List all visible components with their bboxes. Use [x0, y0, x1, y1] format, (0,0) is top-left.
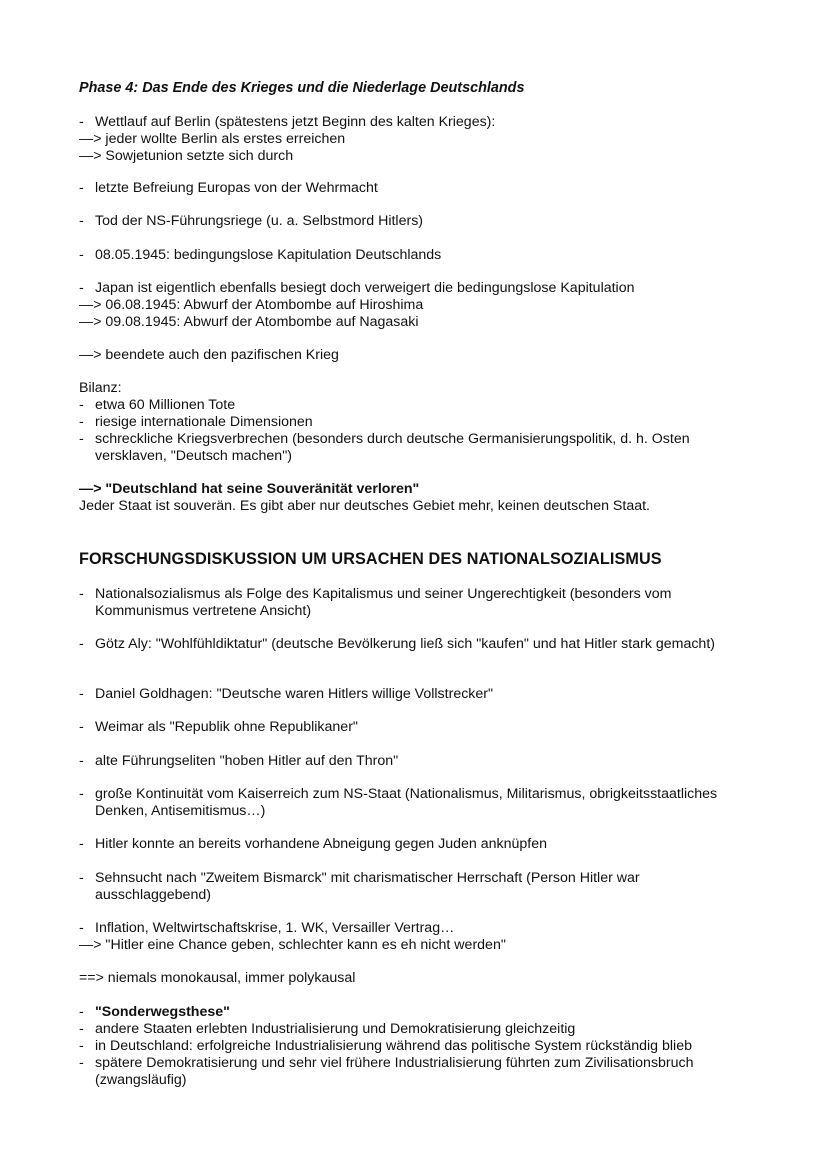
bullet-dash: -	[79, 686, 84, 702]
sonderweg-item: spätere Demokratisierung und sehr viel frühere Industrialisierung führten zum Zivilisationsbruch (zwangsläufig)	[95, 1055, 694, 1088]
bilanz-item: schreckliche Kriegsverbrechen (besonders durch deutsche Germanisierungspolitik, d. h. Osten versklaven, "Deutsch machen")	[95, 431, 690, 464]
bilanz-item: riesige internationale Dimensionen	[95, 414, 313, 430]
arrow-line: —> 09.08.1945: Abwurf der Atombombe auf Nagasaki	[79, 314, 419, 330]
forschung-heading: FORSCHUNGSDISKUSSION UM URSACHEN DES NATIONALSOZIALISMUS	[79, 550, 662, 568]
bullet-text: Götz Aly: "Wohlfühldiktatur" (deutsche Bevölkerung ließ sich "kaufen" und hat Hitler stark gemacht)	[95, 636, 715, 652]
sonderweg-item: andere Staaten erlebten Industrialisierung und Demokratisierung gleichzeitig	[95, 1021, 576, 1037]
sonderweg-block	[79, 1004, 759, 1089]
bullet-dash: -	[79, 1021, 84, 1037]
pazifik-line: —> beendete auch den pazifischen Krieg	[79, 347, 339, 363]
forschung-item	[79, 586, 759, 620]
phase-heading: Phase 4: Das Ende des Krieges und die Niederlage Deutschlands	[79, 80, 525, 96]
bullet-dash: -	[79, 431, 84, 447]
bullet-text: Daniel Goldhagen: "Deutsche waren Hitlers willige Vollstrecker"	[95, 686, 494, 702]
bullet-text: 08.05.1945: bedingungslose Kapitulation Deutschlands	[95, 247, 442, 263]
bullet-dash: -	[79, 753, 84, 769]
forschung-item	[79, 636, 759, 653]
forschung-item	[79, 786, 759, 820]
bullet-dash: -	[79, 213, 84, 229]
bullet-text: Inflation, Weltwirtschaftskrise, 1. WK, Versailler Vertrag…	[95, 920, 455, 936]
conclusion-line: ==> niemals monokausal, immer polykausal	[79, 970, 356, 986]
bullet-text: alte Führungseliten "hoben Hitler auf den Thron"	[95, 753, 399, 769]
bullet-dash: -	[79, 586, 84, 602]
bullet-tod	[79, 213, 759, 230]
bullet-dash: -	[79, 786, 84, 802]
bullet-dash: -	[79, 397, 84, 413]
bullet-dash: -	[79, 1004, 84, 1020]
bilanz-item: etwa 60 Millionen Tote	[95, 397, 236, 413]
bilanz-label: Bilanz:	[79, 380, 122, 396]
bullet-text: Nationalsozialismus als Folge des Kapitalismus und seiner Ungerechtigkeit (besonders vom Kommunismus vertretene Ansicht)	[95, 586, 672, 619]
bullet-text: große Kontinuität vom Kaiserreich zum NS-Staat (Nationalismus, Militarismus, obrigkeitsstaatliches Denken, Antisemitismus…)	[95, 786, 718, 819]
forschung-item	[79, 836, 759, 853]
forschung-item	[79, 870, 759, 904]
bullet-text: Hitler konnte an bereits vorhandene Abneigung gegen Juden anknüpfen	[95, 836, 547, 852]
bullet-text: Sehnsucht nach "Zweitem Bismarck" mit charismatischer Herrschaft (Person Hitler war ausschlaggebend)	[95, 870, 640, 903]
bullet-dash: -	[79, 180, 84, 196]
bullet-kapitulation	[79, 247, 759, 264]
bullet-dash: -	[79, 1038, 84, 1054]
forschung-item	[79, 719, 759, 736]
bullet-befreiung	[79, 180, 759, 197]
arrow-line: —> jeder wollte Berlin als erstes erreichen	[79, 131, 346, 147]
bullet-text: Wettlauf auf Berlin (spätestens jetzt Beginn des kalten Krieges):	[95, 114, 496, 130]
bullet-dash: -	[79, 870, 84, 886]
bullet-dash: -	[79, 920, 84, 936]
bullet-text: letzte Befreiung Europas von der Wehrmacht	[95, 180, 378, 196]
bullet-dash: -	[79, 114, 84, 130]
bullet-text: Weimar als "Republik ohne Republikaner"	[95, 719, 358, 735]
bullet-dash: -	[79, 836, 84, 852]
bullet-dash: -	[79, 636, 84, 652]
bullet-text: Tod der NS-Führungsriege (u. a. Selbstmord Hitlers)	[95, 213, 424, 229]
souveraenitaet-line: —> "Deutschland hat seine Souveränität verloren"	[79, 481, 420, 497]
bullet-japan	[79, 280, 759, 331]
arrow-line: —> "Hitler eine Chance geben, schlechter kann es eh nicht werden"	[79, 937, 506, 953]
bullet-dash: -	[79, 719, 84, 735]
staat-line: Jeder Staat ist souverän. Es gibt aber nur deutsches Gebiet mehr, keinen deutschen Staat.	[79, 498, 650, 514]
bullet-dash: -	[79, 1055, 84, 1071]
forschung-item	[79, 753, 759, 770]
sonderweg-item: in Deutschland: erfolgreiche Industrialisierung während das politische System rückständig blieb	[95, 1038, 692, 1054]
forschung-item	[79, 686, 759, 703]
arrow-line: —> Sowjetunion setzte sich durch	[79, 148, 294, 164]
bullet-dash: -	[79, 414, 84, 430]
bullet-dash: -	[79, 247, 84, 263]
sonderweg-title: "Sonderwegsthese"	[95, 1004, 230, 1020]
bullet-berlin	[79, 114, 759, 165]
inflation-item	[79, 920, 759, 954]
arrow-line: —> 06.08.1945: Abwurf der Atombombe auf Hiroshima	[79, 297, 424, 313]
bullet-text: Japan ist eigentlich ebenfalls besiegt doch verweigert die bedingungslose Kapitulation	[95, 280, 635, 296]
bullet-dash: -	[79, 280, 84, 296]
bilanz-block	[79, 380, 759, 465]
